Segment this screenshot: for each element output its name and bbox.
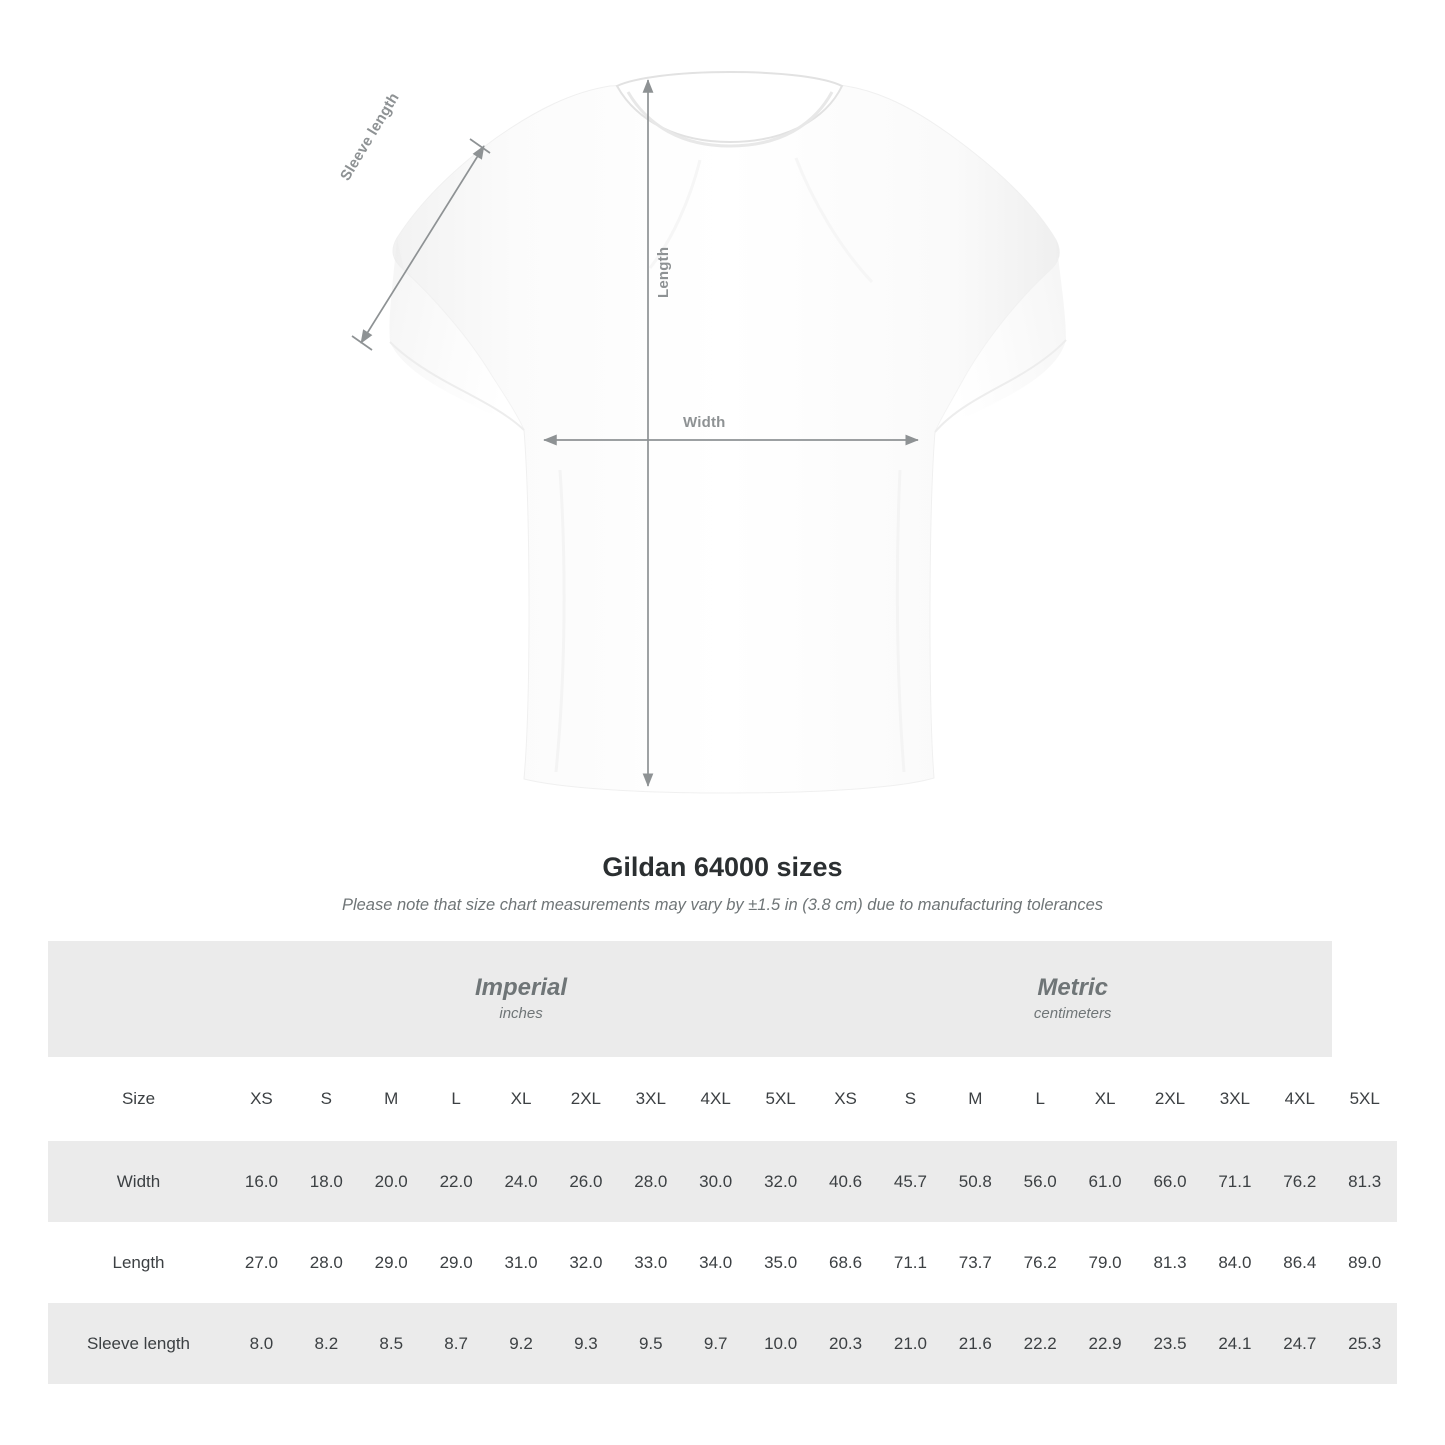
col-header-imp-xs: XS — [229, 1057, 294, 1141]
cell-sleeve-imp-xl: 9.2 — [489, 1303, 554, 1384]
cell-length-imp-s: 28.0 — [294, 1222, 359, 1303]
cell-width-imp-xs: 16.0 — [229, 1141, 294, 1222]
cell-length-met-l: 76.2 — [1008, 1222, 1073, 1303]
cell-length-imp-2xl: 32.0 — [553, 1222, 618, 1303]
row-label-width: Width — [48, 1141, 229, 1222]
col-header-met-m: M — [943, 1057, 1008, 1141]
cell-length-imp-l: 29.0 — [424, 1222, 489, 1303]
col-header-imp-l: L — [424, 1057, 489, 1141]
cell-width-met-4xl: 76.2 — [1267, 1141, 1332, 1222]
cell-sleeve-imp-5xl: 10.0 — [748, 1303, 813, 1384]
table-row — [48, 1303, 1397, 1384]
col-header-imp-4xl: 4XL — [683, 1057, 748, 1141]
cell-length-met-m: 73.7 — [943, 1222, 1008, 1303]
unit-header-row — [48, 941, 1397, 1057]
col-header-imp-3xl: 3XL — [618, 1057, 683, 1141]
cell-width-met-s: 45.7 — [878, 1141, 943, 1222]
cell-width-imp-2xl: 26.0 — [553, 1141, 618, 1222]
cell-width-met-xs: 40.6 — [813, 1141, 878, 1222]
cell-sleeve-met-s: 21.0 — [878, 1303, 943, 1384]
cell-length-imp-xl: 31.0 — [489, 1222, 554, 1303]
unit-group-metric — [813, 941, 1332, 1057]
cell-length-met-s: 71.1 — [878, 1222, 943, 1303]
col-header-met-2xl: 2XL — [1138, 1057, 1203, 1141]
cell-sleeve-imp-s: 8.2 — [294, 1303, 359, 1384]
row-label-sleeve-length: Sleeve length — [48, 1303, 229, 1384]
cell-sleeve-imp-3xl: 9.5 — [618, 1303, 683, 1384]
cell-sleeve-imp-m: 8.5 — [359, 1303, 424, 1384]
cell-width-imp-l: 22.0 — [424, 1141, 489, 1222]
col-header-met-l: L — [1008, 1057, 1073, 1141]
cell-length-met-2xl: 81.3 — [1138, 1222, 1203, 1303]
cell-width-met-m: 50.8 — [943, 1141, 1008, 1222]
col-header-imp-xl: XL — [489, 1057, 554, 1141]
width-label: Width — [683, 414, 726, 431]
cell-width-met-xl: 61.0 — [1073, 1141, 1138, 1222]
unit-group-imperial-sub: inches — [499, 1004, 543, 1022]
col-header-imp-m: M — [359, 1057, 424, 1141]
cell-width-met-2xl: 66.0 — [1138, 1141, 1203, 1222]
col-header-met-5xl: 5XL — [1332, 1057, 1397, 1141]
col-header-met-xl: XL — [1073, 1057, 1138, 1141]
unit-spacer — [48, 941, 229, 1057]
col-header-imp-s: S — [294, 1057, 359, 1141]
row-label-length: Length — [48, 1222, 229, 1303]
col-header-met-4xl: 4XL — [1267, 1057, 1332, 1141]
col-header-met-xs: XS — [813, 1057, 878, 1141]
cell-width-imp-xl: 24.0 — [489, 1141, 554, 1222]
cell-length-imp-5xl: 35.0 — [748, 1222, 813, 1303]
unit-group-imperial-name: Imperial — [475, 973, 568, 1001]
cell-width-imp-m: 20.0 — [359, 1141, 424, 1222]
cell-sleeve-imp-2xl: 9.3 — [553, 1303, 618, 1384]
col-header-imp-2xl: 2XL — [553, 1057, 618, 1141]
cell-length-imp-4xl: 34.0 — [683, 1222, 748, 1303]
row-header-size: Size — [48, 1057, 229, 1141]
cell-length-met-xs: 68.6 — [813, 1222, 878, 1303]
cell-sleeve-met-5xl: 25.3 — [1332, 1303, 1397, 1384]
cell-width-met-l: 56.0 — [1008, 1141, 1073, 1222]
cell-sleeve-met-xs: 20.3 — [813, 1303, 878, 1384]
cell-length-met-xl: 79.0 — [1073, 1222, 1138, 1303]
size-table-wrapper — [48, 941, 1397, 1384]
cell-length-imp-xs: 27.0 — [229, 1222, 294, 1303]
cell-width-imp-3xl: 28.0 — [618, 1141, 683, 1222]
cell-length-met-5xl: 89.0 — [1332, 1222, 1397, 1303]
col-header-imp-5xl: 5XL — [748, 1057, 813, 1141]
length-label: Length — [655, 246, 672, 298]
cell-sleeve-met-m: 21.6 — [943, 1303, 1008, 1384]
unit-group-metric-sub: centimeters — [1033, 1004, 1112, 1022]
col-header-met-s: S — [878, 1057, 943, 1141]
cell-sleeve-imp-xs: 8.0 — [229, 1303, 294, 1384]
size-header-row — [48, 1057, 1397, 1141]
cell-width-imp-5xl: 32.0 — [748, 1141, 813, 1222]
cell-sleeve-imp-l: 8.7 — [424, 1303, 489, 1384]
unit-group-imperial — [229, 941, 813, 1057]
cell-length-imp-3xl: 33.0 — [618, 1222, 683, 1303]
cell-width-imp-4xl: 30.0 — [683, 1141, 748, 1222]
sleeve-length-label: Sleeve length — [337, 89, 403, 184]
unit-group-metric-name: Metric — [1037, 973, 1109, 1001]
tolerance-note: Please note that size chart measurements may vary by ±1.5 in (3.8 cm) due to manufacturing tolerances — [341, 896, 1104, 914]
cell-sleeve-met-3xl: 24.1 — [1202, 1303, 1267, 1384]
page-title: Gildan 64000 sizes — [602, 852, 843, 882]
cell-length-met-4xl: 86.4 — [1267, 1222, 1332, 1303]
shirt-shape — [389, 72, 1066, 793]
cell-sleeve-met-xl: 22.9 — [1073, 1303, 1138, 1384]
cell-sleeve-met-4xl: 24.7 — [1267, 1303, 1332, 1384]
cell-sleeve-met-2xl: 23.5 — [1138, 1303, 1203, 1384]
size-table — [48, 941, 1397, 1384]
table-row — [48, 1222, 1397, 1303]
cell-sleeve-imp-4xl: 9.7 — [683, 1303, 748, 1384]
table-row — [48, 1141, 1397, 1222]
cell-width-met-3xl: 71.1 — [1202, 1141, 1267, 1222]
col-header-met-3xl: 3XL — [1202, 1057, 1267, 1141]
cell-length-imp-m: 29.0 — [359, 1222, 424, 1303]
cell-length-met-3xl: 84.0 — [1202, 1222, 1267, 1303]
cell-width-met-5xl: 81.3 — [1332, 1141, 1397, 1222]
cell-sleeve-met-l: 22.2 — [1008, 1303, 1073, 1384]
cell-width-imp-s: 18.0 — [294, 1141, 359, 1222]
